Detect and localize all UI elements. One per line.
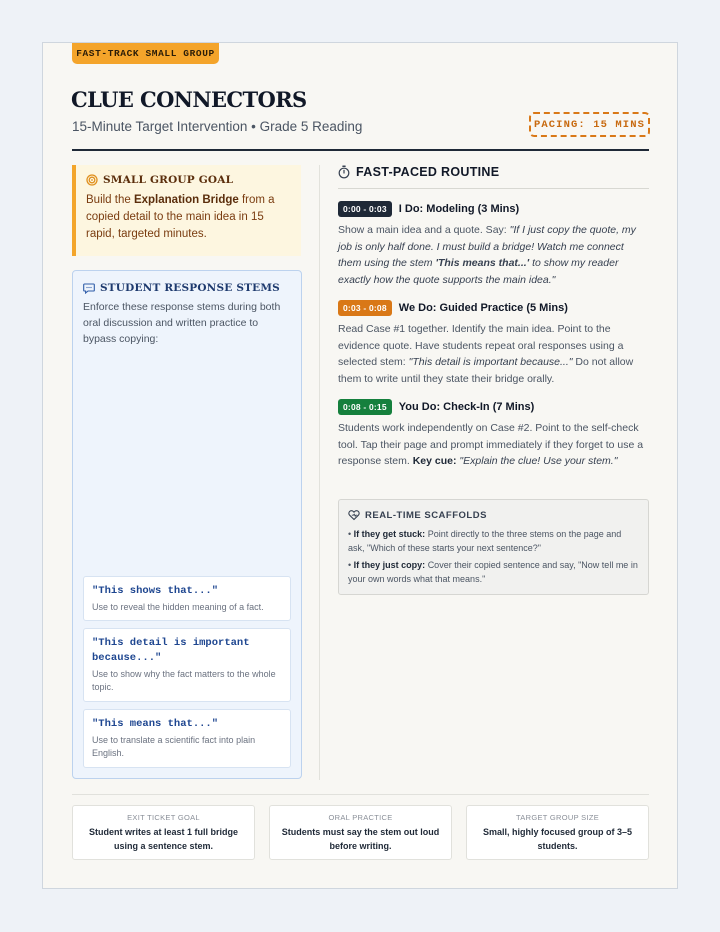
stem-text: "This shows that..." (92, 585, 219, 597)
scaffold-label: If they get stuck: (353, 529, 426, 539)
scaffolds-box (338, 499, 649, 595)
footer-rule (72, 794, 649, 795)
stems-box (72, 270, 302, 779)
step-body (338, 321, 649, 387)
heart-hand-icon (348, 509, 360, 521)
routine-step (338, 201, 649, 288)
pacing-badge: PACING: 15 MINS (529, 112, 650, 137)
header-rule (72, 149, 649, 151)
step-title: You Do: Check-In (7 Mins) (398, 401, 535, 413)
routine-step (338, 300, 649, 387)
time-badge: 0:08 - 0:15 (338, 399, 392, 415)
goal-text-bold: Explanation Bridge (133, 194, 239, 206)
footer-value: Small, highly focused group of 3–5 students. (482, 827, 633, 851)
page-subtitle: 15-Minute Target Intervention • Grade 5 Reading (72, 119, 363, 134)
stem-use: Use to show why the fact matters to the whole topic. (92, 669, 276, 692)
stems-heading (83, 282, 280, 294)
step-title: We Do: Guided Practice (5 Mins) (398, 302, 568, 314)
time-badge: 0:03 - 0:08 (338, 300, 392, 316)
target-icon (86, 174, 98, 186)
scaffold-label: If they just copy: (353, 560, 426, 570)
stem-use: Use to translate a scientific fact into plain English. (92, 735, 256, 758)
footer-card (466, 805, 649, 860)
goal-box (72, 165, 301, 256)
step-quote-end: to show my reader exactly how the quote supports the main idea." (338, 257, 619, 286)
step-text: Show a main idea and a quote. Say: (338, 224, 507, 236)
step-body (338, 420, 649, 470)
scaffolds-heading-text: REAL-TIME SCAFFOLDS (365, 509, 487, 521)
footer-value: Student writes at least 1 full bridge using a sentence stem. (88, 827, 239, 851)
step-title: I Do: Modeling (3 Mins) (398, 203, 520, 215)
column-divider (319, 165, 320, 780)
scaffolds-heading (348, 509, 639, 521)
routine-step (338, 399, 649, 470)
step-text: Students work independently on Case #2. Point to the self-check tool. Tap their page and prompt immediately if they forget to use a response stem. (338, 422, 644, 467)
footer-label: ORAL PRACTICE (328, 813, 393, 822)
stem-text: "This detail is important because..." (92, 637, 250, 664)
stem-use: Use to reveal the hidden meaning of a fact. (92, 602, 264, 612)
stems-description: Enforce these response stems during both oral discussion and written practice to bypass copying: (83, 301, 281, 345)
time-badge: 0:00 - 0:03 (338, 201, 392, 217)
footer-card (269, 805, 452, 860)
stem-card (83, 709, 291, 768)
stopwatch-icon (338, 165, 350, 179)
stems-heading-text: STUDENT RESPONSE STEMS (100, 282, 280, 294)
scaffold-item: • If they just copy: Cover their copied sentence and say, "Now tell me in your own words what that means." (348, 560, 638, 584)
footer-label: TARGET GROUP SIZE (515, 813, 600, 822)
footer-label: EXIT TICKET GOAL (127, 813, 200, 822)
scaffold-text: Point directly to the three stems on the page and ask, "Which of these starts your next sentence?" (348, 529, 622, 553)
goal-text-b: from a copied detail to the main idea in 15 rapid, targeted minutes. (86, 194, 275, 240)
group-tag: FAST-TRACK SMALL GROUP (72, 43, 219, 64)
stem-card (83, 576, 291, 621)
goal-heading-text: SMALL GROUP GOAL (103, 174, 234, 186)
step-quote: "If I just copy the quote, my job is only half done. I must build a bridge! Watch me connect them using the stem (338, 224, 636, 269)
step-quote: "This detail is important because..." (408, 356, 573, 368)
routine-heading-text: FAST-PACED ROUTINE (356, 165, 500, 179)
scaffold-text: Cover their copied sentence and say, "Now tell me in your own words what that means." (348, 560, 638, 584)
routine-heading (338, 165, 649, 189)
speech-bubble-icon (83, 282, 95, 294)
stem-text: "This means that..." (92, 718, 219, 730)
step-text: Read Case #1 together. Identify the main idea. Point to the evidence quote. Have students repeat oral responses using a selected stem: (338, 323, 624, 368)
step-quote-bold: 'This means that...' (435, 257, 530, 269)
step-text-end: Do not allow them to write until they state their bridge orally. (338, 356, 634, 385)
scaffold-item: • If they get stuck: Point directly to the three stems on the page and ask, "Which of these starts your next sentence?" (348, 529, 622, 553)
goal-text-a: Build the (86, 194, 131, 206)
lesson-page (42, 42, 678, 889)
footer-card (72, 805, 255, 860)
page-title: CLUE CONNECTORS (71, 87, 307, 112)
step-quote: "Explain the clue! Use your stem." (459, 455, 618, 467)
goal-heading (86, 174, 291, 186)
footer-value: Students must say the stem out loud before writing. (281, 827, 440, 851)
goal-text (86, 192, 291, 243)
step-body (338, 222, 649, 288)
stem-card (83, 628, 291, 702)
step-key-label: Key cue: (412, 455, 457, 467)
